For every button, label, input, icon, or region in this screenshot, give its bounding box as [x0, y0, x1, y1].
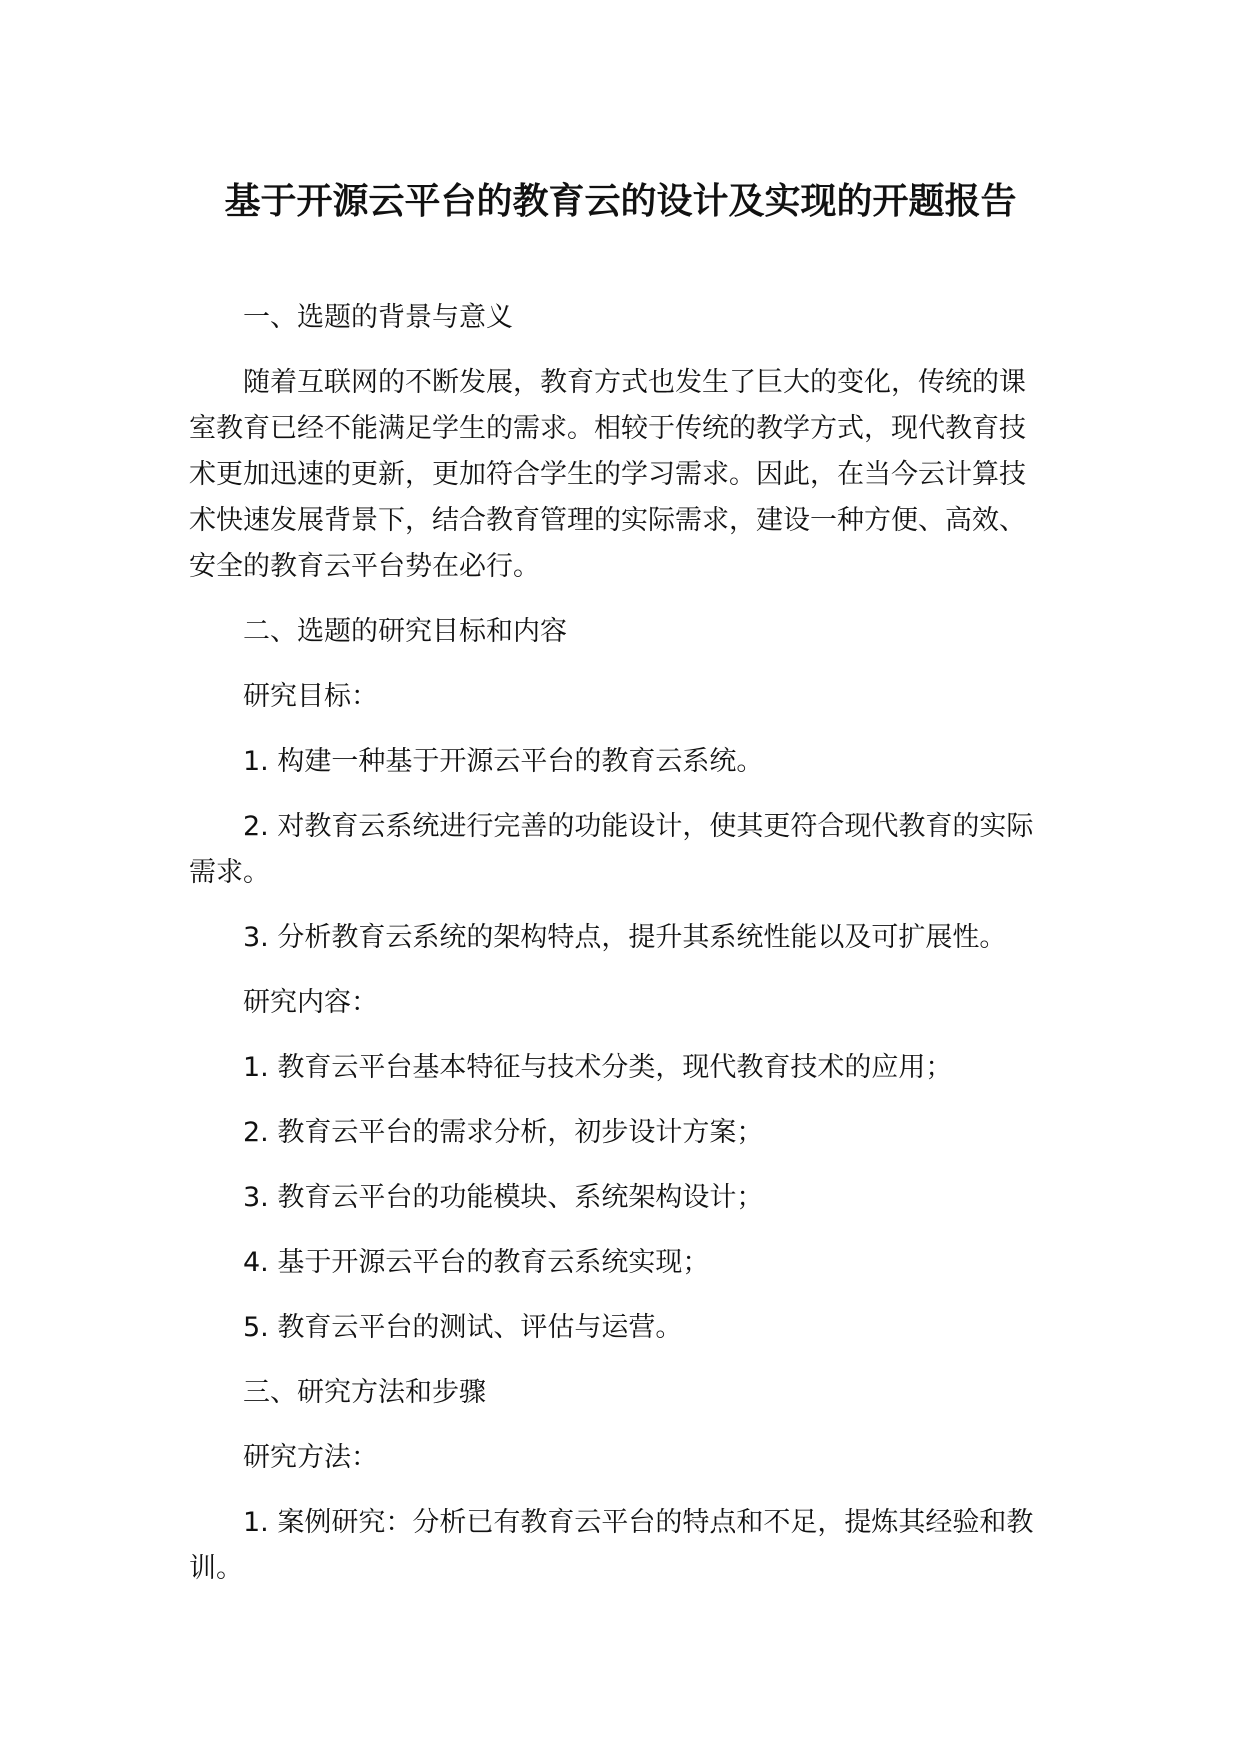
section-heading-goals-content: 二、选题的研究目标和内容 [243, 616, 567, 647]
subheading-research-goals: 研究目标： [243, 681, 378, 712]
content-item-5: 5. 教育云平台的测试、评估与运营。 [243, 1312, 683, 1343]
content-item-1: 1. 教育云平台基本特征与技术分类，现代教育技术的应用； [243, 1052, 953, 1083]
method-item-1: 1. 案例研究：分析已有教育云平台的特点和不足，提炼其经验和教训。 [189, 1507, 1034, 1584]
paragraph-background: 随着互联网的不断发展，教育方式也发生了巨大的变化，传统的课室教育已经不能满足学生的需求。相较于传统的教学方式，现代教育技术更加迅速的更新，更加符合学生的学习需求。因此，在当今云计算技术快速发展背景下，结合教育管理的实际需求，建设一种方便、高效、安全的教育云平台势在必行。 [189, 367, 1026, 582]
section-heading-methods: 三、研究方法和步骤 [243, 1377, 486, 1408]
goal-item-3: 3. 分析教育云系统的架构特点，提升其系统性能以及可扩展性。 [243, 922, 1007, 953]
content-item-4: 4. 基于开源云平台的教育云系统实现； [243, 1247, 710, 1278]
subheading-research-methods: 研究方法： [243, 1442, 378, 1473]
goal-item-1: 1. 构建一种基于开源云平台的教育云系统。 [243, 746, 764, 777]
document-body [189, 295, 1045, 1611]
content-item-3: 3. 教育云平台的功能模块、系统架构设计； [243, 1182, 764, 1213]
section-heading-background: 一、选题的背景与意义 [243, 302, 513, 333]
document-title: 基于开源云平台的教育云的设计及实现的开题报告 [224, 181, 1017, 222]
goal-item-2: 2. 对教育云系统进行完善的功能设计，使其更符合现代教育的实际需求。 [189, 811, 1034, 888]
content-item-2: 2. 教育云平台的需求分析，初步设计方案； [243, 1117, 764, 1148]
subheading-research-content: 研究内容： [243, 987, 378, 1018]
